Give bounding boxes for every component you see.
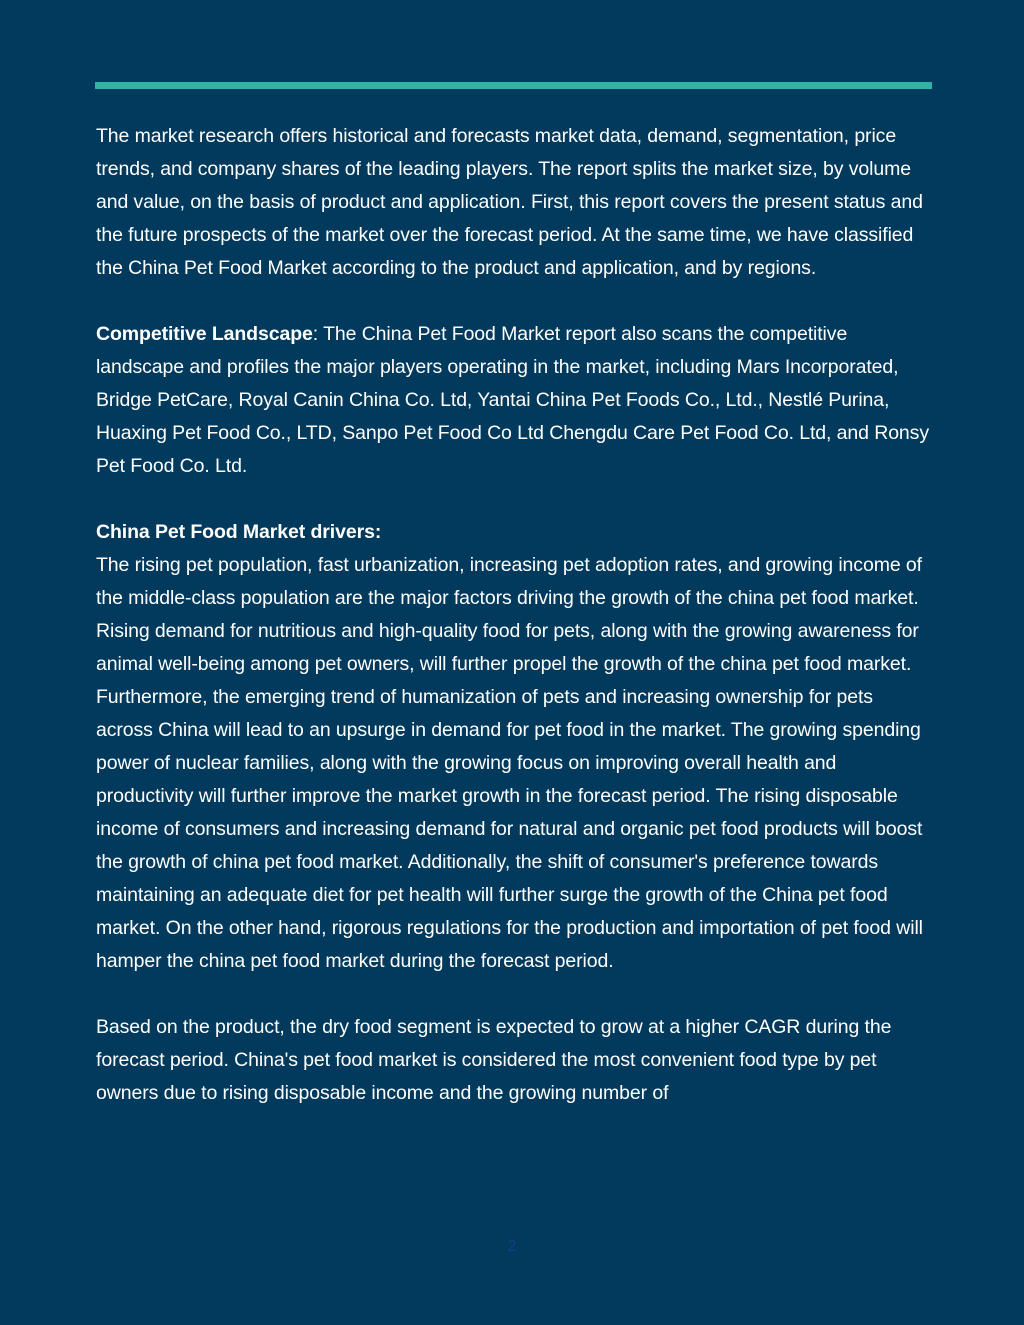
document-body xyxy=(96,120,932,1110)
competitive-landscape-label: Competitive Landscape xyxy=(96,323,313,345)
competitive-landscape-paragraph xyxy=(96,318,932,483)
page-number: 2 xyxy=(507,1238,517,1255)
drivers-paragraph: The rising pet population, fast urbanization, increasing pet adoption rates, and growing income of the middle-class population are the major factors driving the growth of the china pet food market. Rising demand for nutritious and high-quality food for pets, along with the growing awareness for animal well-being among pet owners, will further propel the growth of the china pet food market. Furthermore, the emerging trend of humanization of pets and increasing ownership for pets across China will lead to an upsurge in demand for pet food in the market. The growing spending power of nuclear families, along with the growing focus on improving overall health and productivity will further improve the market growth in the forecast period. The rising disposable income of consumers and increasing demand for natural and organic pet food products will boost the growth of china pet food market. Additionally, the shift of consumer's preference towards maintaining an adequate diet for pet health will further surge the growth of the China pet food market. On the other hand, rigorous regulations for the production and importation of pet food will hamper the china pet food market during the forecast period. xyxy=(96,554,923,972)
drivers-heading: China Pet Food Market drivers: xyxy=(96,521,382,543)
intro-paragraph: The market research offers historical and forecasts market data, demand, segmentation, price trends, and company shares of the leading players. The report splits the market size, by volume and value, on the basis of product and application. First, this report covers the present status and the future prospects of the market over the forecast period. At the same time, we have classified the China Pet Food Market according to the product and application, and by regions. xyxy=(96,125,923,279)
product-paragraph: Based on the product, the dry food segment is expected to grow at a higher CAGR during the forecast period. China's pet food market is considered the most convenient food type by pet owners due to rising disposable income and the growing number of xyxy=(96,1016,892,1104)
top-accent-rule xyxy=(95,82,932,89)
competitive-landscape-text: : The China Pet Food Market report also scans the competitive landscape and profiles the major players operating in the market, including Mars Incorporated, Bridge PetCare, Royal Canin China Co. Ltd, Yantai China Pet Foods Co., Ltd., Nestlé Purina, Huaxing Pet Food Co., LTD, Sanpo Pet Food Co Ltd Chengdu Care Pet Food Co. Ltd, and Ronsy Pet Food Co. Ltd. xyxy=(96,323,929,477)
